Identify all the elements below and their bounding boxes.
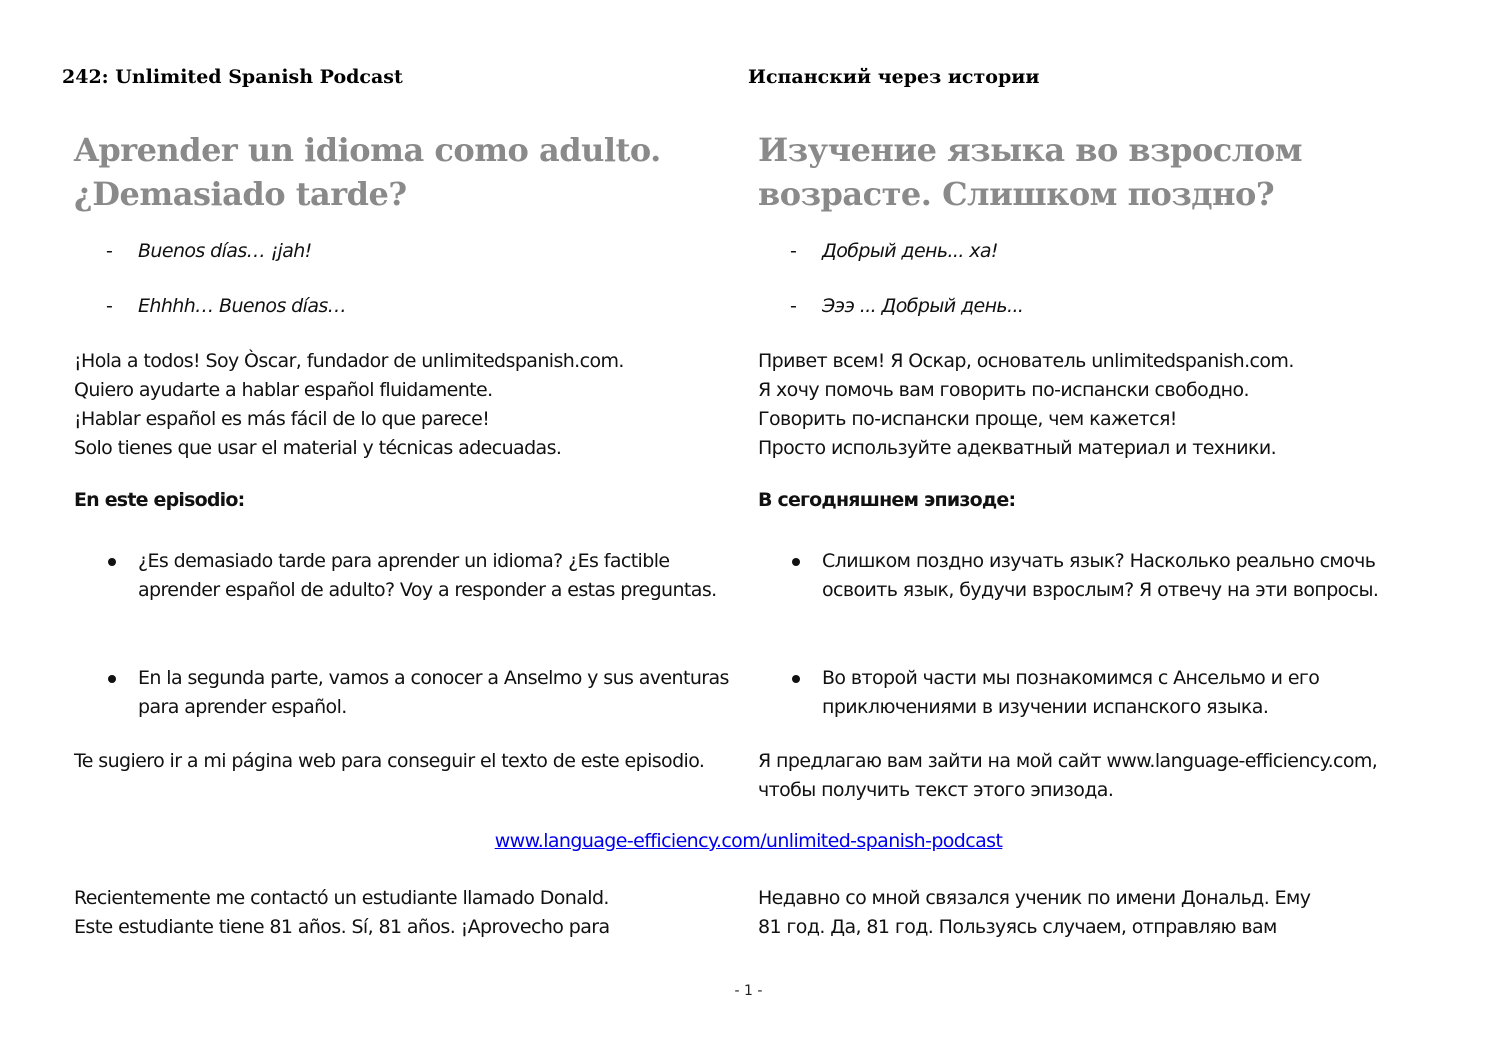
spanish-intro-line-1: ¡Hola a todos! Soy Òscar, fundador de unlimitedspanish.com. [74, 350, 624, 372]
russian-intro-line-3: Говорить по-испански проще, чем кажется! [758, 408, 1177, 430]
spanish-title-line2: ¿Demasiado tarde? [74, 175, 407, 213]
russian-bullet-2: Во второй части мы познакомимся с Ансельмо и его приключениями в изучении испанского языка. [792, 664, 1432, 722]
spanish-dialog-line-1 [106, 240, 312, 262]
russian-closing-line-1: Недавно со мной связался ученик по имени Дональд. Ему [758, 887, 1311, 909]
russian-closing-line-2: 81 год. Да, 81 год. Пользуясь случаем, отправляю вам [758, 916, 1277, 938]
russian-suggest-paragraph: Я предлагаю вам зайти на мой сайт www.language-efficiency.com, чтобы получить текст этого эпизода. [758, 750, 1378, 801]
russian-intro-line-2: Я хочу помочь вам говорить по-испански свободно. [758, 379, 1249, 401]
russian-bullet-1: Слишком поздно изучать язык? Насколько реально смочь освоить язык, будучи взрослым? Я отвечу на эти вопросы. [792, 547, 1432, 605]
podcast-link-row [0, 830, 1497, 852]
spanish-intro-line-4: Solo tienes que usar el material y técnicas adecuadas. [74, 437, 562, 459]
header-podcast-title: 242: Unlimited Spanish Podcast [62, 66, 403, 88]
russian-dialog-line-1 [790, 240, 998, 262]
spanish-dialog-line-2 [106, 295, 346, 317]
spanish-bullet-2: En la segunda parte, vamos a conocer a Anselmo y sus aventuras para aprender español. [108, 664, 748, 722]
spanish-section-heading: En este episodio: [74, 489, 245, 511]
russian-intro-paragraph [758, 347, 1438, 463]
dialog-dash: - [106, 240, 113, 262]
spanish-closing-line-1: Recientemente me contactó un estudiante llamado Donald. [74, 887, 609, 909]
dialog-dash: - [790, 295, 797, 317]
russian-intro-line-4: Просто используйте адекватный материал и техники. [758, 437, 1277, 459]
header-russian-title: Испанский через истории [748, 66, 1040, 88]
russian-dialog-line-2 [790, 295, 1023, 317]
page-number: - 1 - [734, 983, 763, 999]
russian-dialog-text-2: Эээ ... Добрый день... [822, 295, 1024, 317]
spanish-intro-line-2: Quiero ayudarte a hablar español fluidamente. [74, 379, 493, 401]
spanish-closing-paragraph [74, 884, 754, 942]
spanish-bullet-1: ¿Es demasiado tarde para aprender un idioma? ¿Es factible aprender español de adulto? Voy a responder a estas preguntas. [108, 547, 748, 605]
russian-episode-title [758, 128, 1438, 216]
dialog-dash: - [790, 240, 797, 262]
russian-dialog-text-1: Добрый день... ха! [822, 240, 998, 262]
spanish-title-line1: Aprender un idioma como adulto. [74, 131, 661, 169]
spanish-dialog-text-1: Buenos días… ¡jah! [138, 240, 312, 262]
podcast-website-link[interactable]: www.language-efficiency.com/unlimited-spanish-podcast [494, 830, 1003, 852]
spanish-closing-line-2: Este estudiante tiene 81 años. Sí, 81 años. ¡Aprovecho para [74, 916, 610, 938]
russian-intro-line-1: Привет всем! Я Оскар, основатель unlimitedspanish.com. [758, 350, 1294, 372]
spanish-suggest-paragraph: Te sugiero ir a mi página web para conseguir el texto de este episodio. [74, 750, 705, 772]
spanish-intro-paragraph [74, 347, 754, 463]
russian-title-line2: возрасте. Слишком поздно? [758, 175, 1275, 213]
dialog-dash: - [106, 295, 113, 317]
spanish-dialog-text-2: Ehhhh… Buenos días… [138, 295, 347, 317]
russian-closing-paragraph [758, 884, 1438, 942]
spanish-episode-title [74, 128, 754, 216]
spanish-intro-line-3: ¡Hablar español es más fácil de lo que parece! [74, 408, 490, 430]
russian-section-heading: В сегодняшнем эпизоде: [758, 489, 1016, 511]
russian-title-line1: Изучение языка во взрослом [758, 131, 1302, 169]
